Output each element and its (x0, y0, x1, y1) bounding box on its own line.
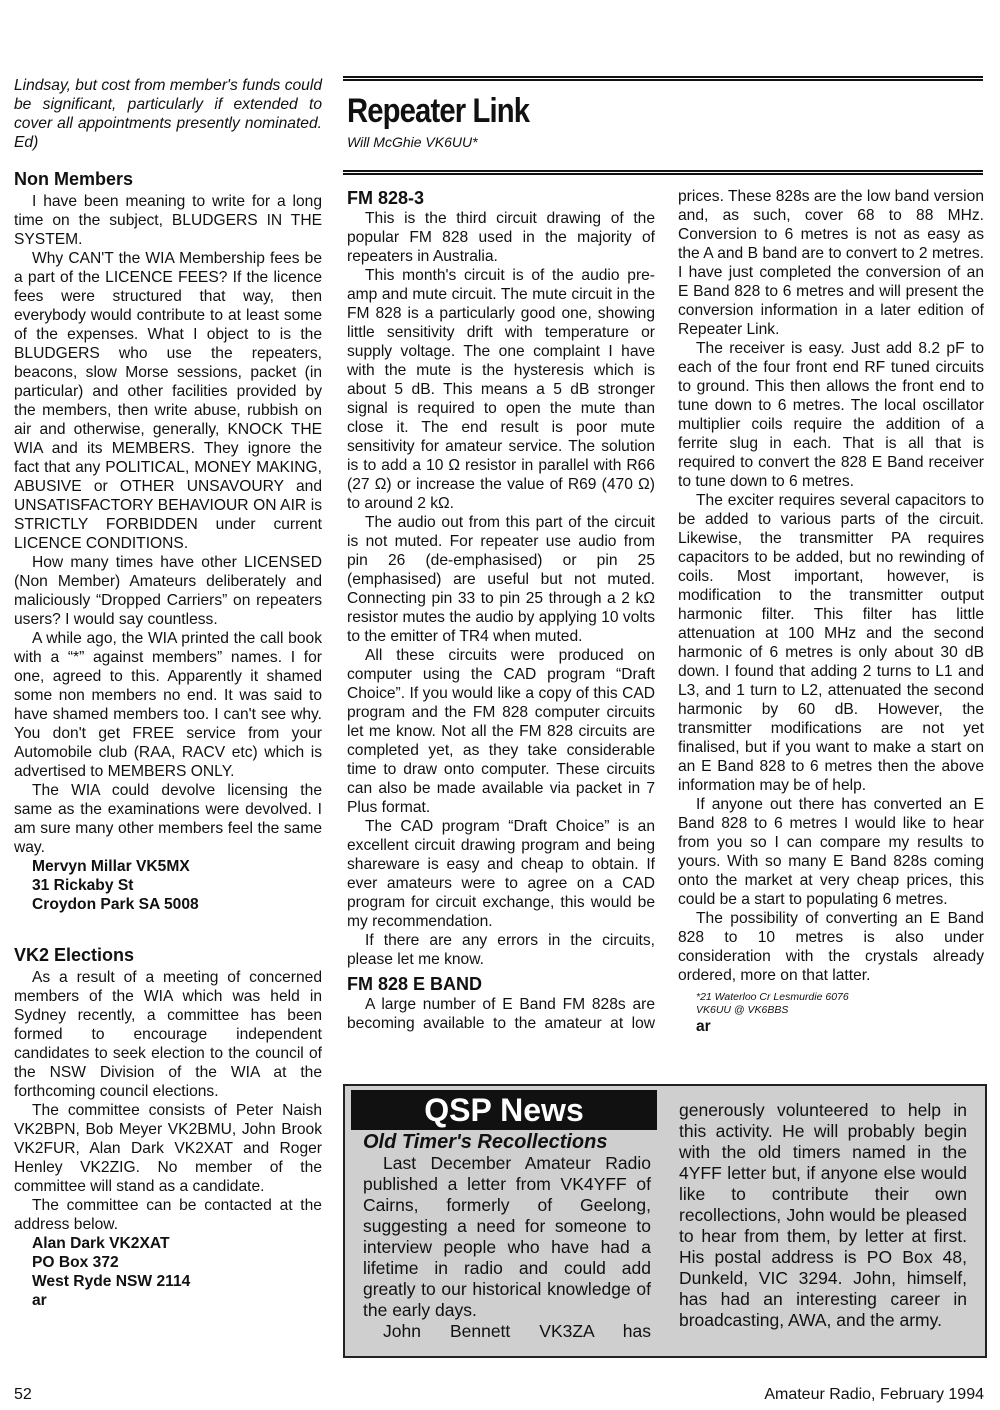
paragraph: If anyone out there has converted an E Band 828 to 6 metres I would like to hear from you so I can compare my results to yours. With so many E Band 828s coming onto the market at very cheap prices, this could be a start to populating 6 metres. (678, 796, 984, 908)
author-packet-address: VK6UU @ VK6BBS (696, 1004, 789, 1016)
paragraph: prices. These 828s are the low band version and, as such, cover 68 to 88 MHz. Conversion to 6 metres is not as easy as the A and B band are to convert to 2 metres. I have just completed the conversion of an E Band 828 to 6 metres and will present the conversion information in a later edition of Repeater Link. (678, 188, 984, 338)
left-column (14, 76, 322, 1310)
paragraph: The audio out from this part of the circuit is not muted. For repeater use audio from pin 26 (de-emphasised) or pin 25 (emphasised) are useful but not muted. Connecting pin 33 to pin 25 through a 2 kΩ resistor mutes the audio by applying 10 volts to the emitter of TR4 when muted. (347, 514, 655, 645)
paragraph: generously volunteered to help in this activity. He will probably begin with the old timers named in the 4YFF letter but, if anyone else would like to contribute their own recollections, John would be pleased to hear from them, by letter at first. His postal address is PO Box 48, Dunkeld, VIC 3294. John, himself, has had an interesting career in broadcasting, AWA, and the army. (679, 1100, 967, 1330)
paragraph: The committee can be contacted at the address below. (14, 1197, 322, 1233)
fm828-3-heading: FM 828-3 (347, 188, 425, 208)
qsp-column-1 (363, 1132, 651, 1342)
paragraph: Why CAN'T the WIA Membership fees be a part of the LICENCE FEES? If the licence fees were structured that way, then everybody would contribute to at least some of the expenses. What I object to is the BLUDGERS who use the repeaters, beacons, slow Morse sessions, packet (in particular) and other facilities provided by the members, then write abuse, rubbish on air and otherwise, generally, KNOCK THE WIA and its MEMBERS. They ignore the fact that any POLITICAL, MONEY MAKING, ABUSIVE or OTHER UNSAVOURY and UNSATISFACTORY BEHAVIOUR ON AIR is STRICTLY FORBIDDEN under current LICENCE CONDITIONS. (14, 250, 322, 552)
paragraph: Last December Amateur Radio published a letter from VK4YFF of Cairns, formerly of Geelong, suggesting a need for someone to interview people who have had a lifetime in radio and could add greatly to our historical knowledge of the early days. (363, 1153, 651, 1320)
article-column-1 (347, 187, 655, 1033)
article-byline: Will McGhie VK6UU* (347, 134, 478, 150)
paragraph: How many times have other LICENSED (Non Member) Amateurs deliberately and maliciously “Dropped Carriers” on repeaters users? I would say countless. (14, 554, 322, 628)
paragraph: This month's circuit is of the audio pre-amp and mute circuit. The mute circuit in the FM 828 is a particularly good one, showing little sensitivity drift with temperature or supply voltage. The one complaint I have with the mute is the hysteresis which is about 5 dB. This means a 5 dB stronger signal is required to open the mute than close it. The end result is poor mute sensitivity for amateur service. The solution is to add a 10 Ω resistor in parallel with R66 (27 Ω) or increase the value of R69 (470 Ω) to around 2 kΩ. (347, 267, 655, 512)
paragraph: The committee consists of Peter Naish VK2BPN, Bob Meyer VK2BMU, John Brook VK2FUR, Alan Dark VK2XAT and Roger Henley VK2ZIG. No member of the committee will stand as a candidate. (14, 1102, 322, 1195)
paragraph: As a result of a meeting of concerned members of the WIA which was held in Sydney recently, a committee has been formed to encourage independent candidates to seek election to the council of the NSW Division of the WIA at the forthcoming council elections. (14, 969, 322, 1100)
qsp-heading: Old Timer's Recollections (363, 1131, 608, 1153)
paragraph: All these circuits were produced on computer using the CAD program “Draft Choice”. If you would like a copy of this CAD program and the FM 828 computer circuits let me know. Not all the FM 828 circuits are completed yet, as they take considerable time to draw onto computer. These circuits can also be made available via packet in 7 Plus format. (347, 647, 655, 816)
signature-line: 31 Rickaby St (32, 877, 134, 894)
paragraph: The receiver is easy. Just add 8.2 pF to each of the four front end RF tuned circuits to ground. This then allows the front end to tune down to 6 metres. The local oscillator multiplier coils require the addition of a ferrite slug in each. That is all that is required to convert the 828 E Band receiver to tune down to 6 metres. (678, 340, 984, 490)
header-rule-top (343, 76, 983, 81)
paragraph: A large number of E Band FM 828s are becoming available to the amateur at low (347, 996, 655, 1032)
paragraph: This is the third circuit drawing of the popular FM 828 used in the majority of repeaters in Australia. (347, 210, 655, 265)
fm828-e-band-heading: FM 828 E BAND (347, 974, 483, 994)
paragraph: A while ago, the WIA printed the call book with a “*” against members” names. I for one, agreed to this. Apparently it shamed some non members no end. It was said to have shamed members too. I can't see why. You don't get FREE service from your Automobile club (RAA, RACV etc) which is advertised to MEMBERS ONLY. (14, 630, 322, 780)
qsp-news-box (343, 1084, 987, 1358)
paragraph: The possibility of converting an E Band 828 to 10 metres is also under consideration with the crystals already ordered, more on that latter. (678, 910, 984, 984)
article-title: Repeater Link (347, 92, 530, 130)
paragraph: The exciter requires several capacitors to be added to various parts of the circuit. Likewise, the transmitter PA requires capacitors to be added, but no rewinding of coils. Most important, however, is modification to the transmitter output harmonic filter. This filter has little attenuation at 100 MHz and the second harmonic of 6 metres is only about 30 dB down. I found that adding 2 turns to L1 and L3, and 1 turn to L2, attenuated the second harmonic by 60 dB. However, the transmitter modifications are not yet finalised, but if you want to make a start on an E Band 828 to 6 metres then the above information may be of help. (678, 492, 984, 794)
paragraph: I have been meaning to write for a long time on the subject, BLUDGERS IN THE SYSTEM. (14, 193, 322, 248)
paragraph: If there are any errors in the circuits, please let me know. (347, 932, 655, 968)
end-mark: ar (696, 1018, 711, 1035)
signature-line: Alan Dark VK2XAT (32, 1235, 170, 1252)
paragraph: John Bennett VK3ZA has (383, 1321, 651, 1341)
qsp-column-2 (679, 1100, 967, 1331)
signature-line: Mervyn Millar VK5MX (32, 858, 190, 875)
signature-line: Croydon Park SA 5008 (32, 896, 199, 913)
vk2-elections-heading: VK2 Elections (14, 945, 135, 965)
author-address: *21 Waterloo Cr Lesmurdie 6076 (696, 991, 849, 1003)
publication-info: Amateur Radio, February 1994 (764, 1386, 984, 1403)
header-rule-bottom (343, 170, 983, 175)
end-mark: ar (32, 1292, 47, 1309)
page-number: 52 (14, 1386, 32, 1403)
qsp-news-banner: QSP News (351, 1090, 657, 1130)
editor-note: Lindsay, but cost from member's funds could be significant, particularly if extended to cover all appointments presently nominated. Ed) (14, 77, 322, 151)
signature-line: PO Box 372 (32, 1254, 119, 1271)
article-column-2 (678, 187, 984, 1036)
non-members-heading: Non Members (14, 169, 134, 189)
paragraph: The CAD program “Draft Choice” is an excellent circuit drawing program and being shareware is easy and cheap to obtain. If ever amateurs were to agree on a CAD program for circuit exchange, this would be my recommendation. (347, 818, 655, 930)
paragraph: The WIA could devolve licensing the same as the examinations were devolved. I am sure many other members feel the same way. (14, 782, 322, 856)
signature-line: West Ryde NSW 2114 (32, 1273, 191, 1290)
